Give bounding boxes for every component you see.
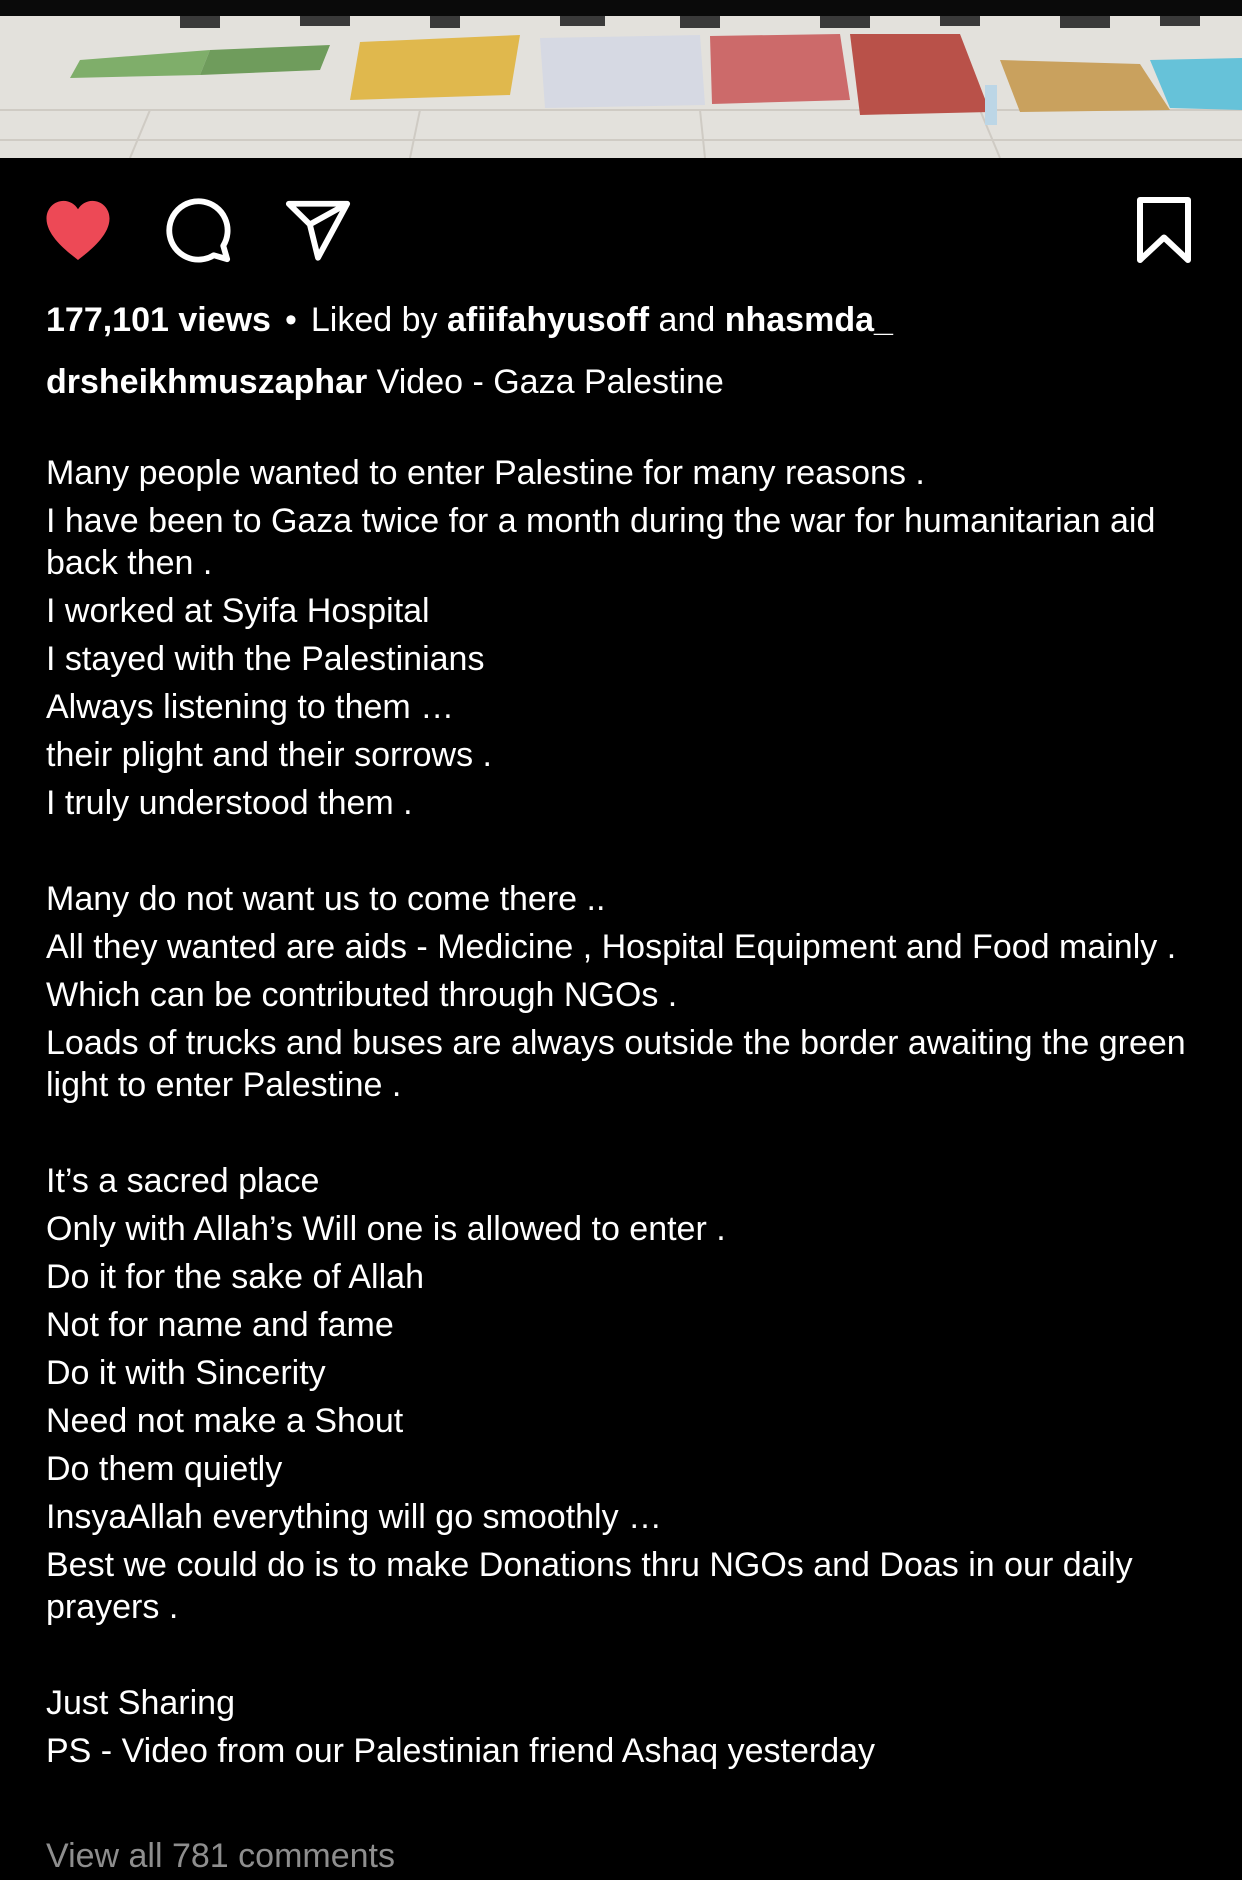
caption-body: [46, 452, 1216, 1826]
caption-line: Loads of trucks and buses are always outside the border awaiting the green light to enter Palestine .: [46, 1024, 1186, 1104]
caption-paragraph: [46, 1682, 1216, 1772]
caption-line: Many do not want us to come there ..: [46, 880, 606, 918]
caption-line: I worked at Syifa Hospital: [46, 592, 430, 630]
caption-line: Always listening to them …: [46, 688, 455, 726]
caption-line: All they wanted are aids - Medicine , Hospital Equipment and Food mainly .: [46, 928, 1177, 966]
caption-line: I stayed with the Palestinians: [46, 640, 485, 678]
heart-filled-icon[interactable]: [38, 190, 118, 270]
send-icon[interactable]: [278, 190, 358, 270]
caption-headline: Video - Gaza Palestine: [376, 363, 724, 401]
caption-username-link[interactable]: drsheikhmuszaphar: [46, 363, 368, 401]
view-all-comments-link[interactable]: View all 781 comments: [46, 1837, 395, 1875]
caption-header: [46, 358, 1216, 406]
caption-line: Many people wanted to enter Palestine for many reasons .: [46, 454, 925, 492]
liked-user-link-1[interactable]: afiifahyusoff: [446, 301, 650, 339]
caption-line: their plight and their sorrows .: [46, 736, 492, 774]
post-video-media[interactable]: [0, 0, 1242, 158]
liked-by-prefix: Liked by: [310, 301, 438, 339]
caption-line: Not for name and fame: [46, 1306, 394, 1344]
caption-paragraph: [46, 878, 1216, 1106]
caption-line: Which can be contributed through NGOs .: [46, 976, 678, 1014]
caption-line: Need not make a Shout: [46, 1402, 404, 1440]
post-action-bar: [0, 190, 1242, 270]
views-count[interactable]: 177,101 views: [46, 301, 271, 339]
prayer-mats-image: [0, 0, 1242, 158]
caption-line: Do it for the sake of Allah: [46, 1258, 424, 1296]
caption-line: I have been to Gaza twice for a month during the war for humanitarian aid back then .: [46, 502, 1156, 582]
caption-line: Best we could do is to make Donations thru NGOs and Doas in our daily prayers .: [46, 1546, 1133, 1626]
bookmark-icon[interactable]: [1124, 190, 1204, 270]
caption-line: InsyaAllah everything will go smoothly …: [46, 1498, 663, 1536]
post-stats: [46, 296, 1206, 344]
caption-line: PS - Video from our Palestinian friend Ashaq yesterday: [46, 1732, 876, 1770]
and-text: and: [658, 301, 716, 339]
caption-line: It’s a sacred place: [46, 1162, 320, 1200]
caption-paragraph: [46, 452, 1216, 824]
caption-line: Do them quietly: [46, 1450, 283, 1488]
caption-line: I truly understood them .: [46, 784, 413, 822]
caption-line: Just Sharing: [46, 1684, 235, 1722]
liked-user-link-2[interactable]: nhasmda_: [724, 301, 893, 339]
caption-paragraph: [46, 1160, 1216, 1628]
caption-line: Only with Allah’s Will one is allowed to enter .: [46, 1210, 726, 1248]
caption-line: Do it with Sincerity: [46, 1354, 326, 1392]
separator-dot: •: [284, 301, 297, 339]
comment-icon[interactable]: [158, 190, 238, 270]
